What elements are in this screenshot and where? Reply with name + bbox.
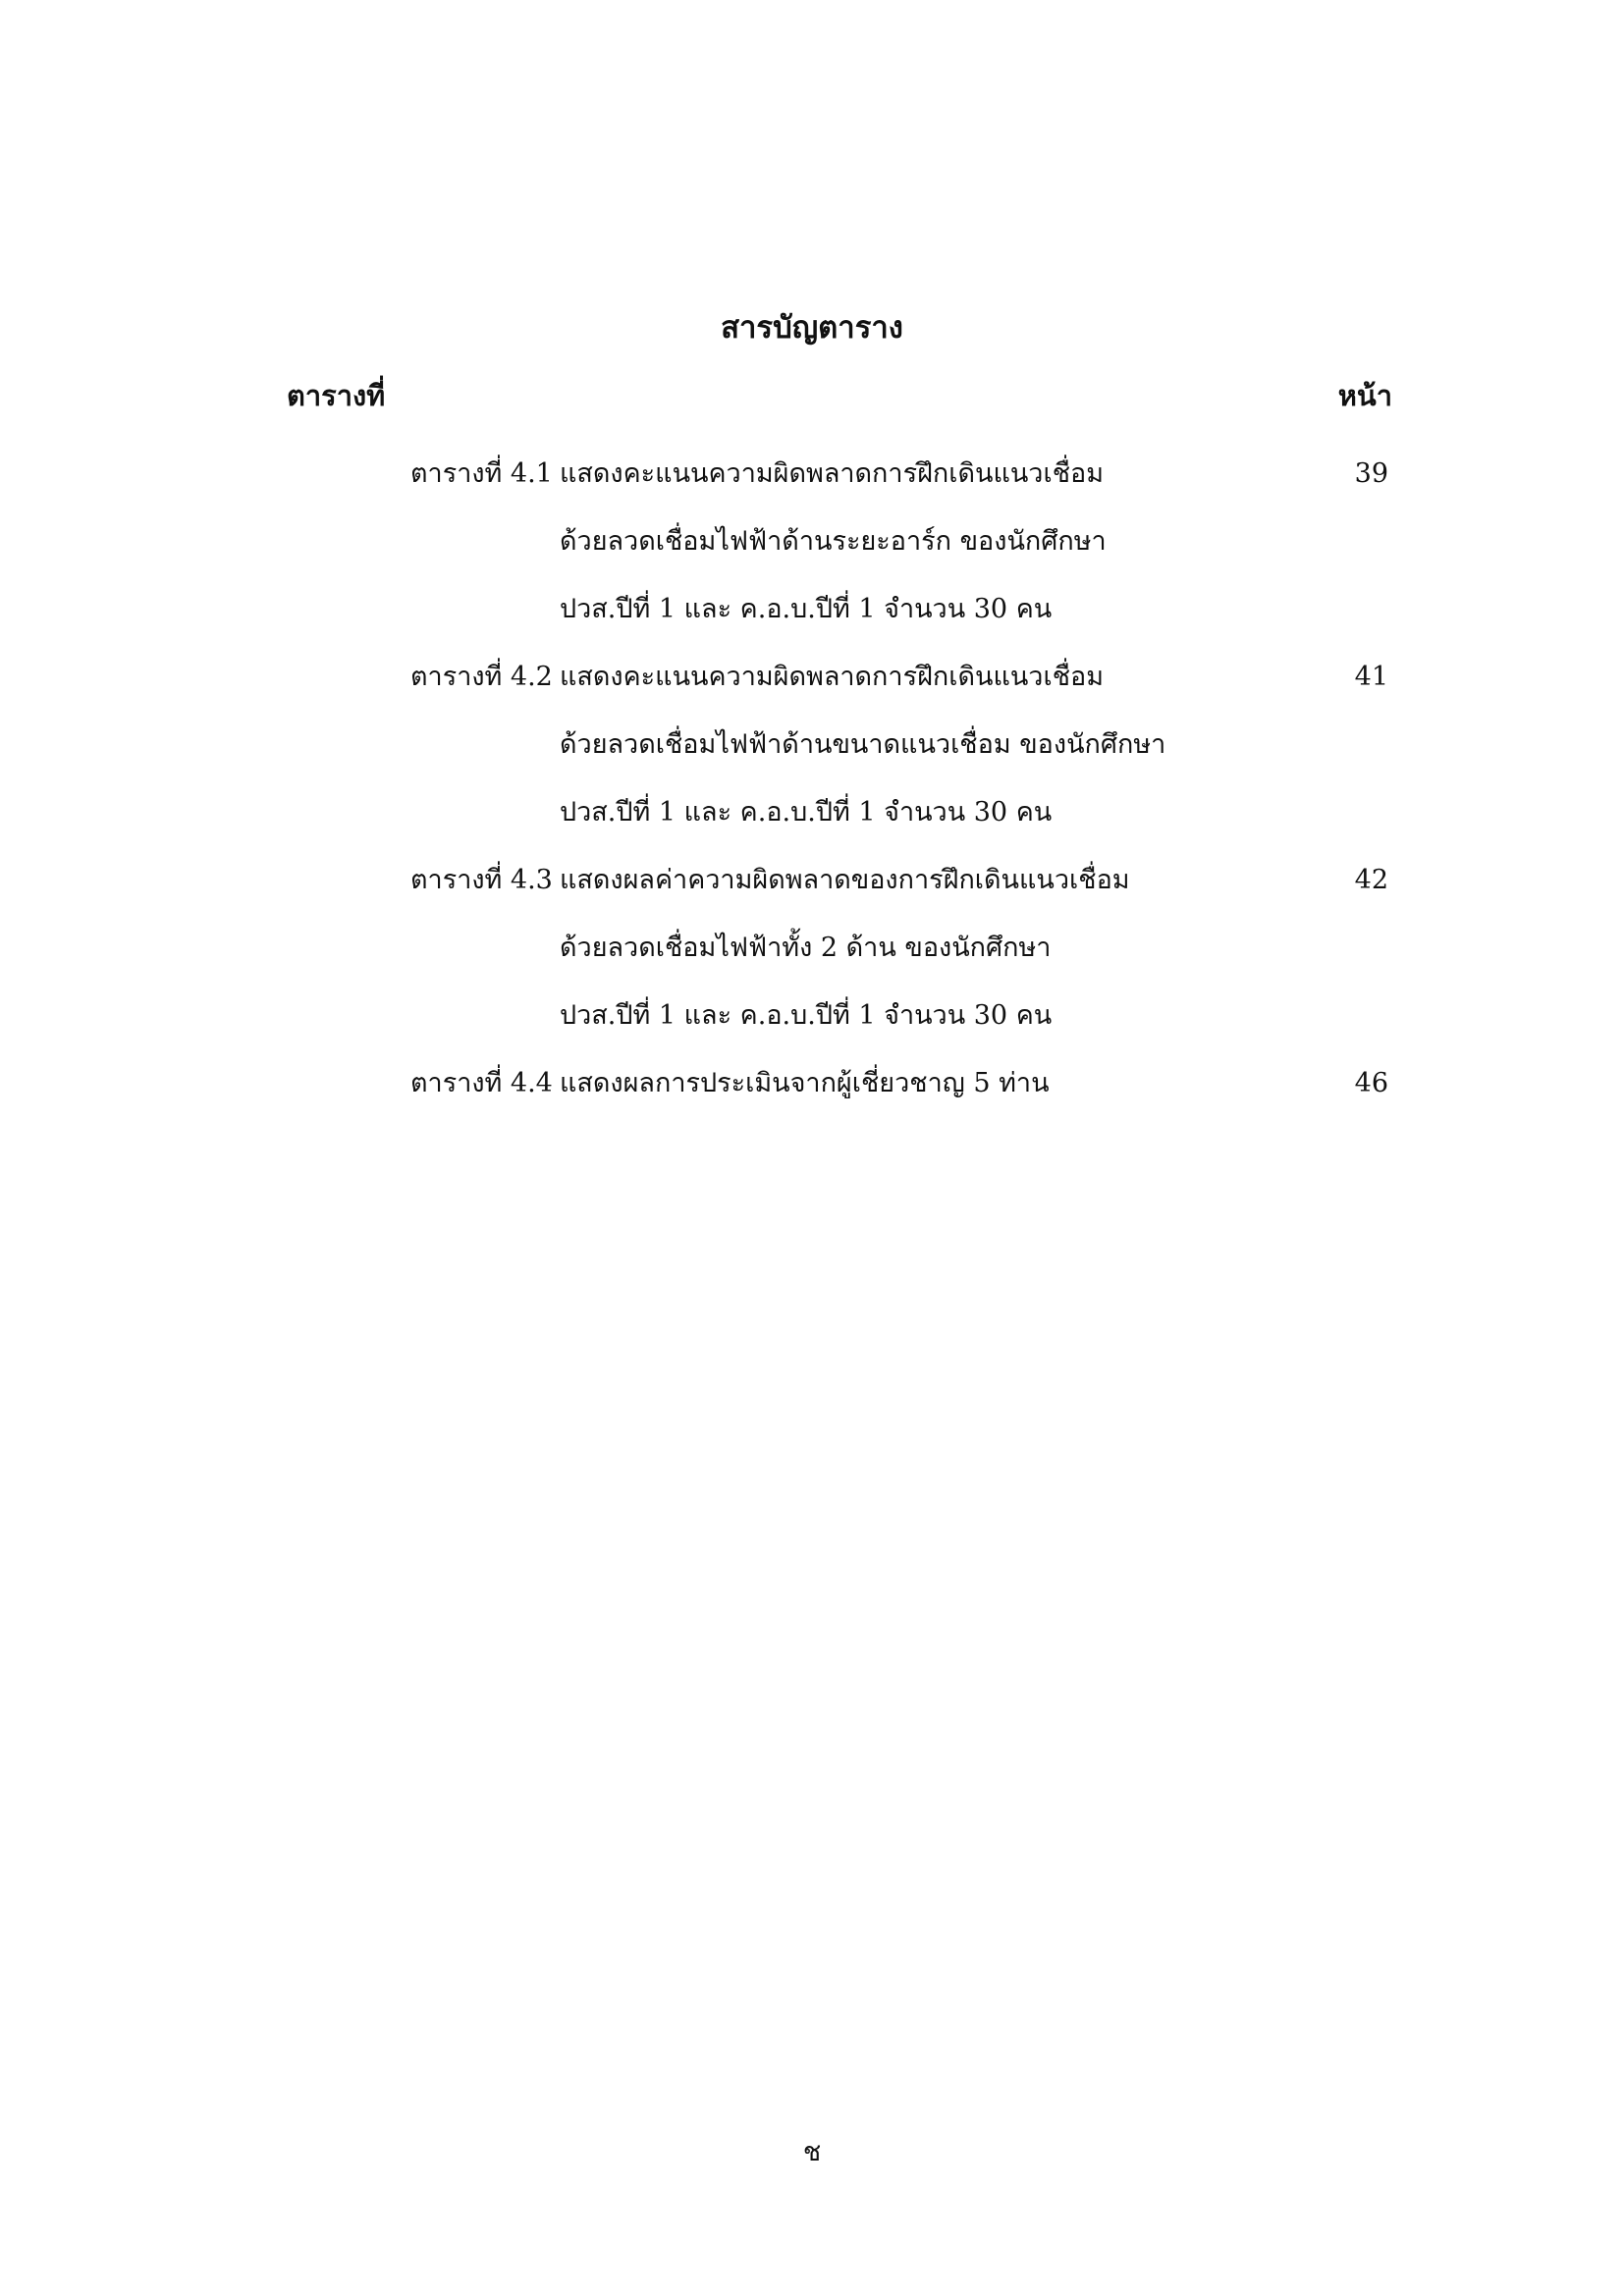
toc-entry-4-1 bbox=[0, 440, 1624, 507]
toc-entry-page: 39 bbox=[1354, 458, 1388, 489]
column-header-page: หน้า bbox=[1337, 379, 1392, 412]
toc-entry-continuation bbox=[0, 711, 1624, 778]
toc-entry-text: แสดงคะแนนความผิดพลาดการฝึกเดินแนวเชื่อม bbox=[560, 662, 1105, 692]
toc-entry-text: ด้วยลวดเชื่อมไฟฟ้าด้านระยะอาร์ก ของนักศึกษา bbox=[560, 526, 1107, 557]
toc-entry-continuation bbox=[0, 914, 1624, 982]
page-number: ช bbox=[802, 2137, 822, 2167]
page-title: สารบัญตาราง bbox=[721, 310, 903, 346]
toc-entry-continuation bbox=[0, 982, 1624, 1049]
table-of-contents-list bbox=[0, 440, 1624, 1117]
toc-entry-page: 41 bbox=[1354, 662, 1388, 692]
toc-entry-4-4 bbox=[0, 1049, 1624, 1117]
toc-entry-text: ปวส.ปีที่ 1 และ ค.อ.บ.ปีที่ 1 จำนวน 30 คน bbox=[560, 594, 1053, 624]
toc-entry-continuation bbox=[0, 575, 1624, 643]
toc-entry-continuation bbox=[0, 507, 1624, 575]
toc-entry-text: ด้วยลวดเชื่อมไฟฟ้าทั้ง 2 ด้าน ของนักศึกษา bbox=[560, 933, 1052, 963]
toc-entry-text: แสดงคะแนนความผิดพลาดการฝึกเดินแนวเชื่อม bbox=[560, 458, 1105, 489]
toc-entry-4-3 bbox=[0, 846, 1624, 914]
column-header-table-number: ตารางที่ bbox=[287, 379, 386, 412]
toc-entry-text: ปวส.ปีที่ 1 และ ค.อ.บ.ปีที่ 1 จำนวน 30 คน bbox=[560, 797, 1053, 828]
toc-entry-label: ตารางที่ 4.2 bbox=[410, 662, 553, 692]
toc-entry-page: 42 bbox=[1354, 865, 1388, 895]
toc-entry-page: 46 bbox=[1354, 1068, 1388, 1098]
toc-entry-text: แสดงผลค่าความผิดพลาดของการฝึกเดินแนวเชื่อม bbox=[560, 865, 1130, 895]
toc-entry-text: แสดงผลการประเมินจากผู้เชี่ยวชาญ 5 ท่าน bbox=[560, 1068, 1050, 1098]
toc-entry-continuation bbox=[0, 778, 1624, 846]
toc-entry-4-2 bbox=[0, 643, 1624, 711]
toc-entry-label: ตารางที่ 4.3 bbox=[410, 865, 553, 895]
toc-entry-text: ปวส.ปีที่ 1 และ ค.อ.บ.ปีที่ 1 จำนวน 30 คน bbox=[560, 1000, 1053, 1031]
toc-entry-label: ตารางที่ 4.4 bbox=[410, 1068, 553, 1098]
toc-entry-text: ด้วยลวดเชื่อมไฟฟ้าด้านขนาดแนวเชื่อม ของนักศึกษา bbox=[560, 729, 1166, 760]
toc-entry-label: ตารางที่ 4.1 bbox=[410, 458, 553, 489]
